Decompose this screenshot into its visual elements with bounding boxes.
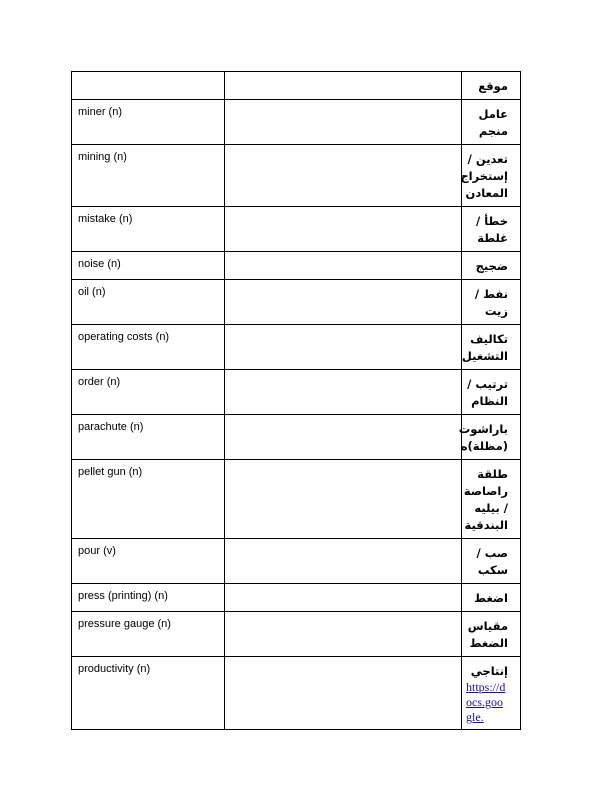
arabic-term: نفط / زيت bbox=[462, 280, 521, 325]
english-term: mistake (n) bbox=[72, 207, 225, 252]
notes-cell bbox=[225, 100, 462, 145]
header-arabic-cell: موقع bbox=[462, 72, 521, 100]
notes-cell bbox=[225, 207, 462, 252]
notes-cell bbox=[225, 325, 462, 370]
table-row bbox=[72, 280, 521, 325]
notes-cell bbox=[225, 657, 462, 730]
arabic-term: اضغط bbox=[462, 584, 521, 612]
arabic-term: ترتيب / النظام bbox=[462, 370, 521, 415]
english-term: pressure gauge (n) bbox=[72, 612, 225, 657]
arabic-term: مقياس الضغط bbox=[462, 612, 521, 657]
english-term: mining (n) bbox=[72, 145, 225, 207]
notes-cell bbox=[225, 612, 462, 657]
arabic-term: إنتاجي bbox=[470, 664, 508, 678]
notes-cell bbox=[225, 539, 462, 584]
table-row bbox=[72, 415, 521, 460]
notes-cell bbox=[225, 370, 462, 415]
notes-cell bbox=[225, 584, 462, 612]
vocabulary-table bbox=[71, 71, 521, 730]
table-row bbox=[72, 539, 521, 584]
notes-cell bbox=[225, 415, 462, 460]
english-term: productivity (n) bbox=[72, 657, 225, 730]
english-term: pour (v) bbox=[72, 539, 225, 584]
header-row bbox=[72, 72, 521, 100]
english-term: pellet gun (n) bbox=[72, 460, 225, 539]
arabic-term: خطأ / غلطة bbox=[462, 207, 521, 252]
table-row bbox=[72, 612, 521, 657]
header-english-cell bbox=[72, 72, 225, 100]
notes-cell bbox=[225, 145, 462, 207]
table-row bbox=[72, 657, 521, 730]
table-row bbox=[72, 370, 521, 415]
table-row bbox=[72, 145, 521, 207]
english-term: operating costs (n) bbox=[72, 325, 225, 370]
english-term: parachute (n) bbox=[72, 415, 225, 460]
table-row bbox=[72, 584, 521, 612]
notes-cell bbox=[225, 280, 462, 325]
english-term: oil (n) bbox=[72, 280, 225, 325]
arabic-term-with-link bbox=[462, 657, 521, 730]
arabic-term: تكاليف التشغيل bbox=[462, 325, 521, 370]
english-term: miner (n) bbox=[72, 100, 225, 145]
arabic-term: ضجيج bbox=[462, 252, 521, 280]
table-row bbox=[72, 460, 521, 539]
notes-cell bbox=[225, 252, 462, 280]
arabic-term: صب / سكب bbox=[462, 539, 521, 584]
arabic-term: تعدين / إستخراج المعادن bbox=[462, 145, 521, 207]
english-term: order (n) bbox=[72, 370, 225, 415]
table-row bbox=[72, 207, 521, 252]
arabic-term: طلقة راصاصة / بيليه البندقية bbox=[462, 460, 521, 539]
english-term: noise (n) bbox=[72, 252, 225, 280]
english-term: press (printing) (n) bbox=[72, 584, 225, 612]
header-notes-cell bbox=[225, 72, 462, 100]
table-row bbox=[72, 325, 521, 370]
notes-cell bbox=[225, 460, 462, 539]
arabic-term: عامل منجم bbox=[462, 100, 521, 145]
arabic-term: باراشوت (مظلة)ه bbox=[462, 415, 521, 460]
docs-link[interactable]: https://docs.google. bbox=[466, 680, 506, 724]
table-row bbox=[72, 100, 521, 145]
table-row bbox=[72, 252, 521, 280]
